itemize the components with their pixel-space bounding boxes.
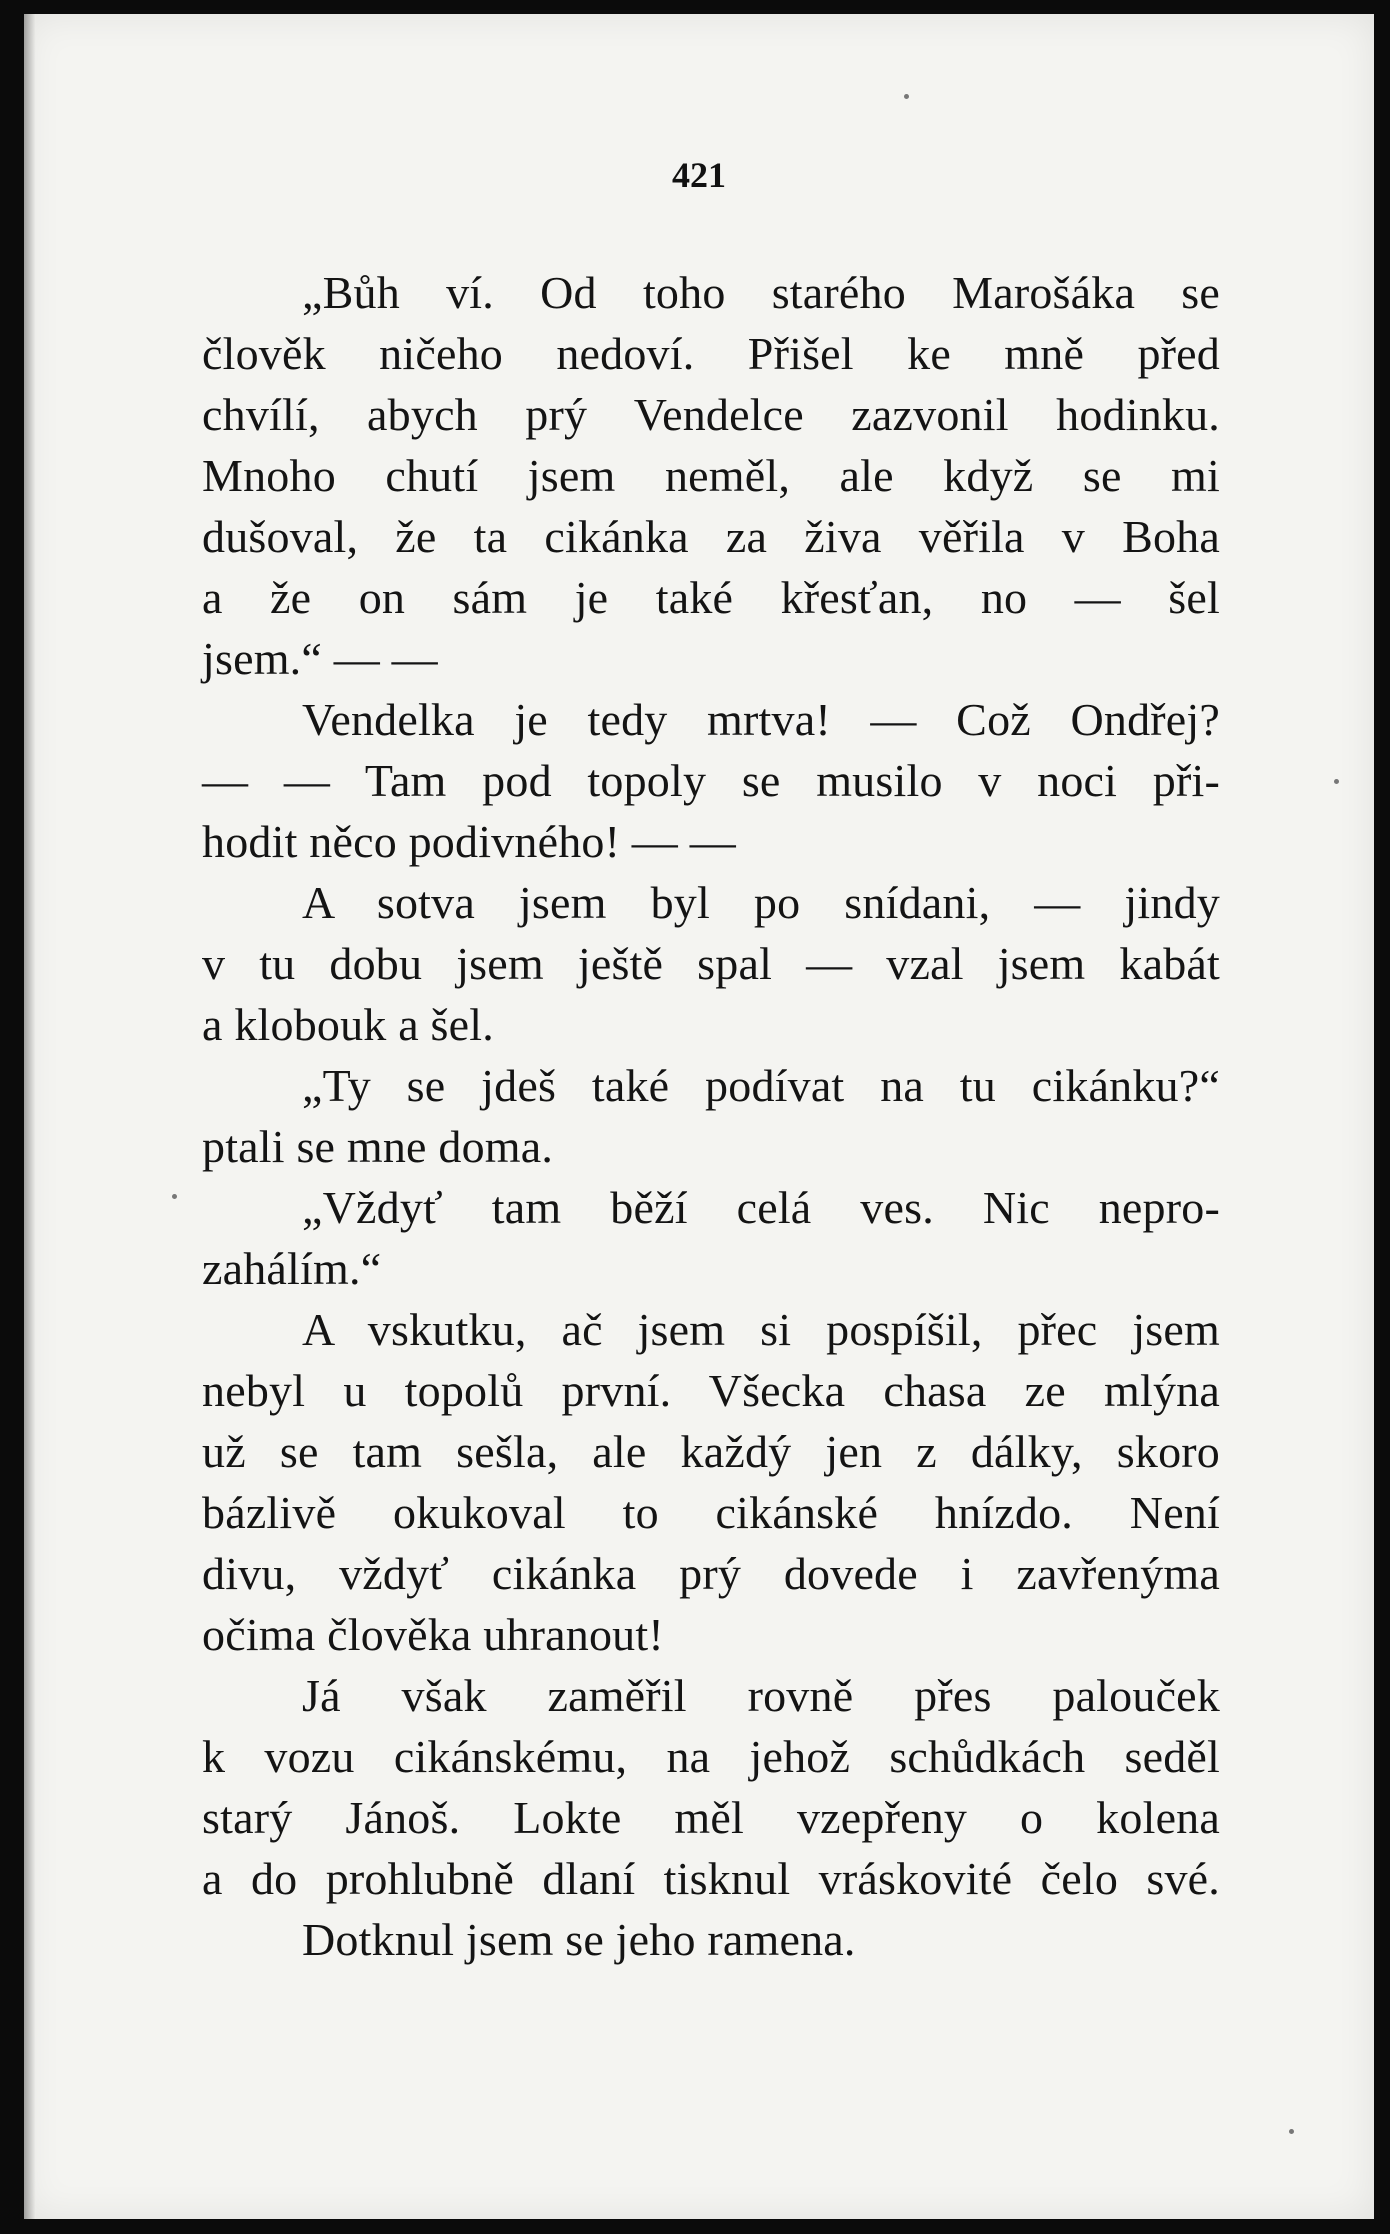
text-line: — — Tam pod topoly se musilo v noci při-	[202, 755, 1220, 806]
text-line: k vozu cikánskému, na jehož schůdkách seděl	[202, 1731, 1220, 1782]
page-number: 421	[672, 155, 726, 195]
text-line: už se tam sešla, ale každý jen z dálky, skoro	[202, 1426, 1220, 1477]
text-line: „Vždyť tam běží celá ves. Nic nepro-	[302, 1182, 1220, 1233]
text-line: hodit něco podivného! — —	[202, 816, 736, 867]
text-line: a že on sám je také křesťan, no — šel	[202, 572, 1220, 623]
page-edge-shadow	[24, 14, 36, 2219]
text-line: nebyl u topolů první. Všecka chasa ze mlýna	[202, 1365, 1220, 1416]
text-line: A vskutku, ač jsem si pospíšil, přec jsem	[302, 1304, 1220, 1355]
body-text	[202, 262, 1220, 1970]
text-line: a klobouk a šel.	[202, 999, 494, 1050]
text-line: bázlivě okukoval to cikánské hnízdo. Není	[202, 1487, 1220, 1538]
text-line: starý Jánoš. Lokte měl vzepřeny o kolena	[202, 1792, 1220, 1843]
text-line: divu, vždyť cikánka prý dovede i zavřenýma	[202, 1548, 1220, 1599]
text-line: „Bůh ví. Od toho starého Marošáka se	[302, 267, 1220, 318]
text-line: Vendelka je tedy mrtva! — Což Ondřej?	[302, 694, 1220, 745]
text-line: Dotknul jsem se jeho ramena.	[302, 1914, 856, 1965]
book-page	[24, 14, 1374, 2219]
paper-speck	[904, 94, 909, 99]
text-line: zahálím.“	[202, 1243, 382, 1294]
paper-speck	[1289, 2129, 1294, 2134]
text-line: dušoval, že ta cikánka za živa věřila v Boha	[202, 511, 1220, 562]
text-line: a do prohlubně dlaní tisknul vráskovité čelo své.	[202, 1853, 1220, 1904]
text-line: jsem.“ — —	[202, 633, 438, 684]
text-line: Mnoho chutí jsem neměl, ale když se mi	[202, 450, 1220, 501]
text-line: Já však zaměřil rovně přes palouček	[302, 1670, 1220, 1721]
text-line: očima člověka uhranout!	[202, 1609, 664, 1660]
text-line: ptali se mne doma.	[202, 1121, 554, 1172]
text-line: A sotva jsem byl po snídani, — jindy	[302, 877, 1220, 928]
text-line: chvílí, abych prý Vendelce zazvonil hodinku.	[202, 389, 1220, 440]
paper-speck	[172, 1194, 177, 1199]
paper-speck	[1334, 779, 1339, 784]
text-line: „Ty se jdeš také podívat na tu cikánku?“	[302, 1060, 1220, 1111]
text-line: v tu dobu jsem ještě spal — vzal jsem kabát	[202, 938, 1220, 989]
text-line: člověk ničeho nedoví. Přišel ke mně před	[202, 328, 1220, 379]
